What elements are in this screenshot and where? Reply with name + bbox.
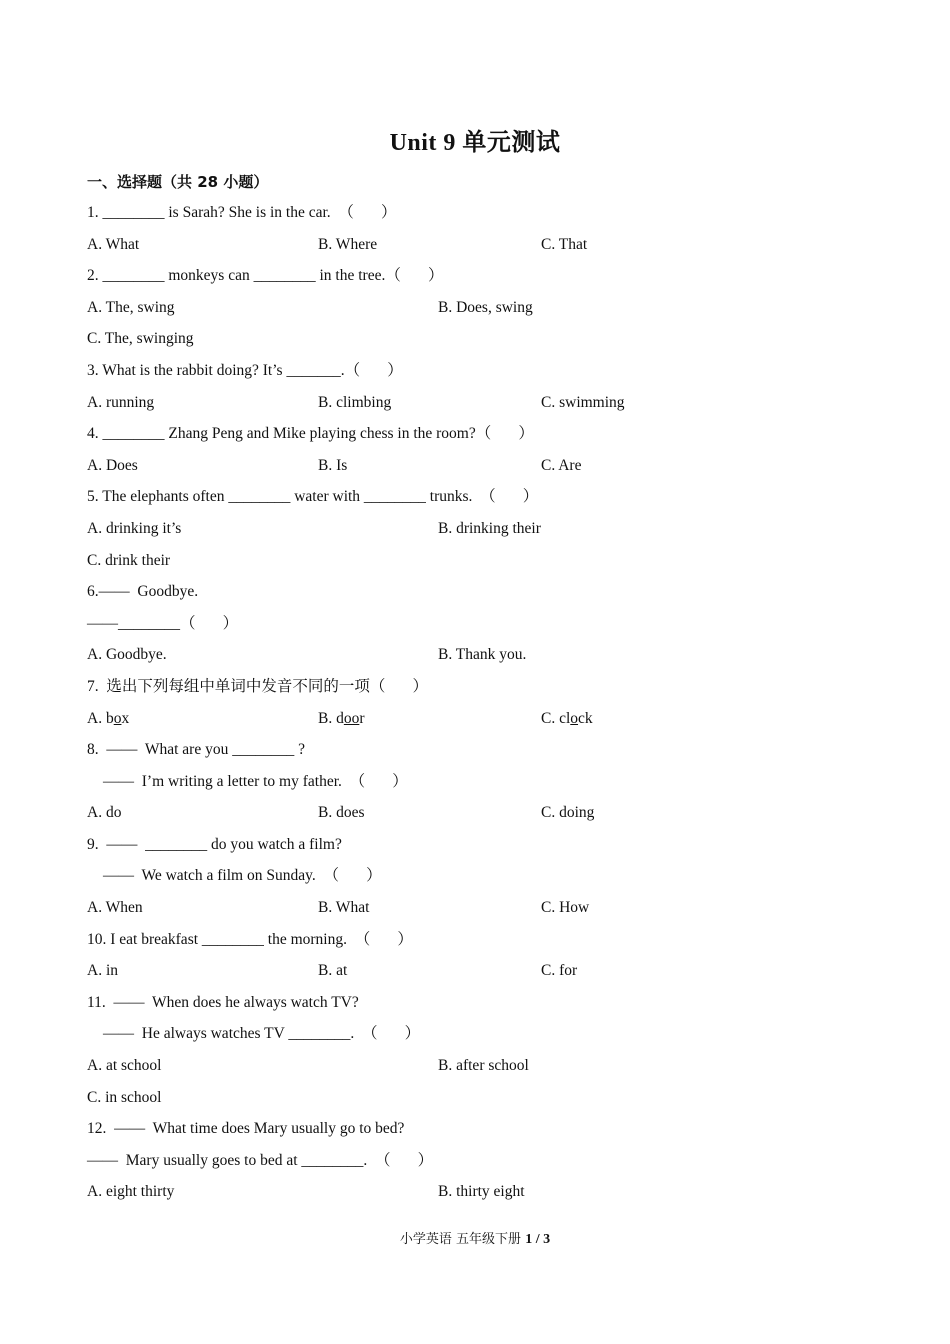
question-11-stem-1: 11. —— When does he always watch TV? xyxy=(87,993,359,1011)
option-b: B. Is xyxy=(318,456,348,474)
question-12-stem-2: —— Mary usually goes to bed at ________. （ ） xyxy=(87,1151,434,1169)
option-a xyxy=(87,705,129,733)
footer-subject: 小学英语 五年级下册 xyxy=(399,1232,526,1247)
section-heading: 一、选择题（共 28 小题） xyxy=(87,173,269,191)
question-list xyxy=(87,199,867,1210)
option-a: A. drinking it’s xyxy=(87,519,182,537)
option-c: C. doing xyxy=(541,804,595,822)
option-a: A. in xyxy=(87,962,118,980)
option-b: B. thirty eight xyxy=(438,1183,525,1201)
option-b: B. Thank you. xyxy=(438,646,527,664)
option-c: C. How xyxy=(541,899,590,917)
question-6-stem-1: 6.—— Goodbye. xyxy=(87,583,199,601)
option-a-underlined: o xyxy=(113,709,122,727)
question-7-stem: 7. 选出下列每组中单词中发音不同的一项（ ） xyxy=(87,677,429,695)
question-10-stem: 10. I eat breakfast ________ the morning. （ ） xyxy=(87,930,413,948)
question-2-option-c: C. The, swinging xyxy=(87,330,194,348)
question-8-options xyxy=(87,799,867,831)
question-11-stem-2-row xyxy=(87,1020,867,1052)
question-1-options xyxy=(87,231,867,263)
question-5-options xyxy=(87,515,867,547)
question-2-options xyxy=(87,294,867,326)
option-a: A. Goodbye. xyxy=(87,646,167,664)
option-a: A. eight thirty xyxy=(87,1183,175,1201)
question-9-stem-2: —— We watch a film on Sunday. （ ） xyxy=(103,867,382,885)
option-a: A. The, swing xyxy=(87,298,175,316)
page-footer xyxy=(0,1228,950,1248)
option-b: B. climbing xyxy=(318,393,392,411)
option-a: A. running xyxy=(87,393,155,411)
footer-separator: / xyxy=(532,1232,544,1247)
question-1-stem: 1. ________ is Sarah? She is in the car. （ ） xyxy=(87,204,397,221)
option-b: B. does xyxy=(318,804,365,822)
option-a: A. What xyxy=(87,235,140,253)
option-c: C. Are xyxy=(541,456,582,474)
option-b: B. Where xyxy=(318,235,378,253)
question-3-stem: 3. What is the rabbit doing? It’s _______.（ ） xyxy=(87,361,403,379)
option-a: A. at school xyxy=(87,1057,162,1075)
footer-page-number: 1 xyxy=(525,1232,533,1247)
option-c-suffix: ck xyxy=(578,709,593,727)
question-6-stem-2: ——________（ ） xyxy=(87,614,239,632)
question-11-options xyxy=(87,1052,867,1084)
option-b: B. Does, swing xyxy=(438,298,533,316)
question-9-options xyxy=(87,894,867,926)
question-3-options xyxy=(87,389,867,421)
option-b xyxy=(318,705,365,733)
question-11-option-c: C. in school xyxy=(87,1088,162,1106)
question-8-stem-2-row xyxy=(87,768,867,800)
question-11-stem-2: —— He always watches TV ________. （ ） xyxy=(103,1025,421,1043)
option-a: A. When xyxy=(87,899,143,917)
option-a: A. do xyxy=(87,804,122,822)
option-c: C. swimming xyxy=(541,393,625,411)
question-7-options xyxy=(87,705,867,737)
option-b: B. What xyxy=(318,899,370,917)
option-b: B. after school xyxy=(438,1057,529,1075)
question-4-options xyxy=(87,452,867,484)
question-2-stem: 2. ________ monkeys can ________ in the tree.（ ） xyxy=(87,267,444,285)
option-b-suffix: r xyxy=(359,709,365,727)
option-b-underlined: oo xyxy=(343,709,360,727)
question-9-stem-1: 9. —— ________ do you watch a film? xyxy=(87,835,342,853)
question-5-stem: 5. The elephants often ________ water with ________ trunks. （ ） xyxy=(87,488,539,506)
question-4-stem: 4. ________ Zhang Peng and Mike playing chess in the room?（ ） xyxy=(87,425,534,443)
question-9-stem-2-row xyxy=(87,862,867,894)
page-title: Unit 9 单元测试 xyxy=(389,130,561,156)
question-8-stem-1: 8. —— What are you ________ ? xyxy=(87,741,305,759)
question-8-stem-2: —— I’m writing a letter to my father. （ ） xyxy=(103,772,408,790)
option-b: B. drinking their xyxy=(438,519,541,537)
question-10-options xyxy=(87,957,867,989)
option-b: B. at xyxy=(318,962,348,980)
option-c-prefix: C. cl xyxy=(541,709,571,727)
option-c xyxy=(541,705,593,733)
question-5-option-c: C. drink their xyxy=(87,551,171,569)
footer-page-total: 3 xyxy=(543,1232,551,1247)
option-c: C. for xyxy=(541,962,578,980)
question-6-options xyxy=(87,641,867,673)
option-c-underlined: o xyxy=(570,709,579,727)
option-c: C. That xyxy=(541,235,588,253)
question-12-options xyxy=(87,1178,867,1210)
option-a: A. Does xyxy=(87,456,138,474)
option-a-suffix: x xyxy=(121,709,130,727)
option-a-prefix: A. b xyxy=(87,709,114,727)
option-b-prefix: B. d xyxy=(318,709,344,727)
question-12-stem-1: 12. —— What time does Mary usually go to bed? xyxy=(87,1120,405,1138)
